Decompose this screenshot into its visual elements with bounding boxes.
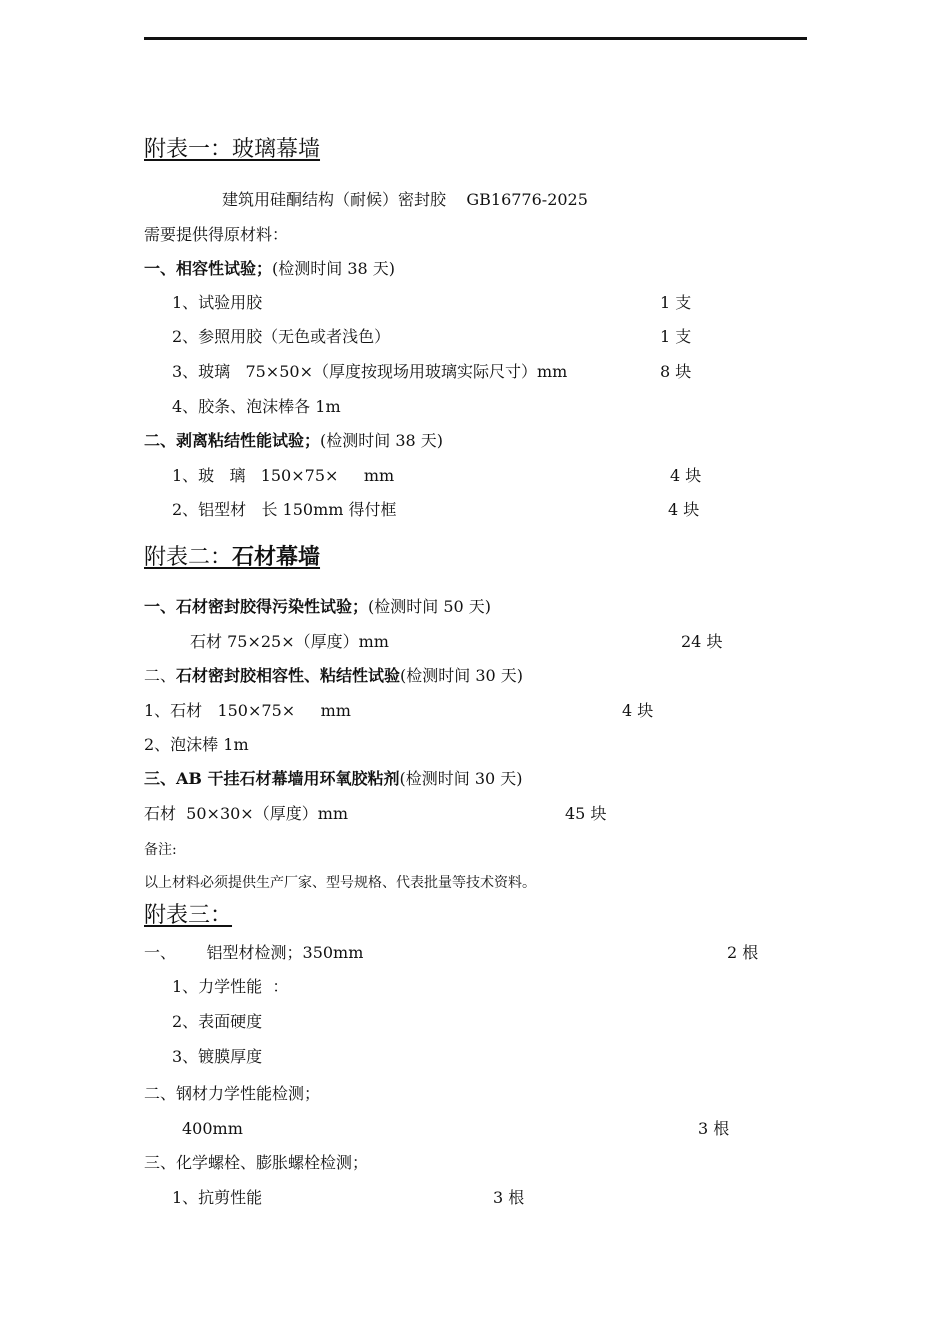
section1-title: 附表一：玻璃幕墙 (144, 137, 321, 162)
section1-intro: 需要提供得原材料： (144, 225, 289, 244)
s3-sub1-item1: 1、力学性能 ： (172, 977, 289, 996)
s3-item1-label: 一、 铝型材检测；350mm (144, 943, 364, 962)
s2-g1-item-qty: 24 块 (681, 632, 723, 651)
s3-item2-sub-qty: 3 根 (698, 1119, 730, 1138)
s1-g1-item1-qty: 1 支 (660, 293, 692, 312)
section2-title-b: 石材幕墙 (232, 544, 321, 570)
header-rule (144, 37, 807, 40)
s2-g2-item1-label: 1、石材 150×75× mm (144, 701, 351, 720)
section1-subtitle: 建筑用硅酮结构（耐候）密封胶 GB16776-2025 (222, 190, 588, 209)
s2-g1-item-label: 石材 75×25×（厚度）mm (190, 632, 389, 651)
s3-sub1-item2: 2、表面硬度 (172, 1012, 263, 1031)
s3-item3-sub-qty: 3 根 (493, 1188, 525, 1207)
s1-group1-heading-line (144, 259, 395, 279)
section2-title-a: 附表二： (144, 545, 233, 570)
s2-group1-heading-line (144, 597, 491, 617)
s2-group3-note: (检测时间 30 天) (399, 769, 523, 788)
s1-group1-note: (检测时间 38 天) (272, 259, 396, 278)
s1-g2-item1-qty: 4 块 (670, 466, 702, 485)
s1-g1-item3-qty: 8 块 (660, 362, 692, 381)
s1-g2-item2-qty: 4 块 (668, 500, 700, 519)
s2-group2-heading-line (144, 666, 523, 686)
section3-title: 附表三： (144, 903, 233, 928)
s2-g2-item2-label: 2、泡沫棒 1m (144, 735, 249, 754)
s2-g3-item-qty: 45 块 (565, 804, 607, 823)
s2-g3-item-label: 石材 50×30×（厚度）mm (144, 804, 349, 823)
s1-g1-item3-label: 3、玻璃 75×50×（厚度按现场用玻璃实际尺寸）mm (172, 362, 568, 381)
s1-g1-item4-label: 4、胶条、泡沫棒各 1m (172, 397, 341, 416)
s1-g2-item1-label: 1、玻 璃 150×75× mm (172, 466, 395, 485)
s2-g2-item1-qty: 4 块 (622, 701, 654, 720)
remark-text: 以上材料必须提供生产厂家、型号规格、代表批量等技术资料。 (144, 875, 536, 891)
s1-group2-note: (检测时间 38 天) (320, 431, 444, 450)
s2-group3-heading-line (144, 769, 523, 789)
s2-group2-note: (检测时间 30 天) (400, 666, 524, 685)
s1-group2-heading: 二、剥离粘结性能试验； (144, 431, 321, 450)
remark-label: 备注: (144, 842, 177, 858)
s1-g1-item1-label: 1、试验用胶 (172, 293, 263, 312)
s3-item3-sub-label: 1、抗剪性能 (172, 1188, 263, 1207)
s2-group2-prefix: 二、 (144, 666, 177, 685)
s3-sub1-item3: 3、镀膜厚度 (172, 1047, 263, 1066)
s3-item1-qty: 2 根 (727, 943, 759, 962)
s1-g1-item2-qty: 1 支 (660, 327, 692, 346)
section2-title (144, 543, 320, 572)
s2-group3-heading: 三、AB 干挂石材幕墙用环氧胶粘剂 (144, 769, 400, 788)
s1-g2-item2-label: 2、铝型材 长 150mm 得付框 (172, 500, 397, 519)
s2-group1-heading: 一、石材密封胶得污染性试验； (144, 597, 369, 616)
s1-g1-item2-label: 2、参照用胶（无色或者浅色） (172, 327, 391, 346)
s3-item2-sub-label: 400mm (182, 1119, 243, 1138)
s2-group2-heading: 石材密封胶相容性、粘结性试验 (176, 666, 401, 685)
s3-item3-label: 三、化学螺栓、膨胀螺栓检测； (144, 1153, 369, 1172)
s1-group1-heading: 一、相容性试验； (144, 259, 273, 278)
s3-item2-label: 二、钢材力学性能检测； (144, 1084, 321, 1103)
s1-group2-heading-line (144, 431, 443, 451)
s2-group1-note: (检测时间 50 天) (368, 597, 492, 616)
